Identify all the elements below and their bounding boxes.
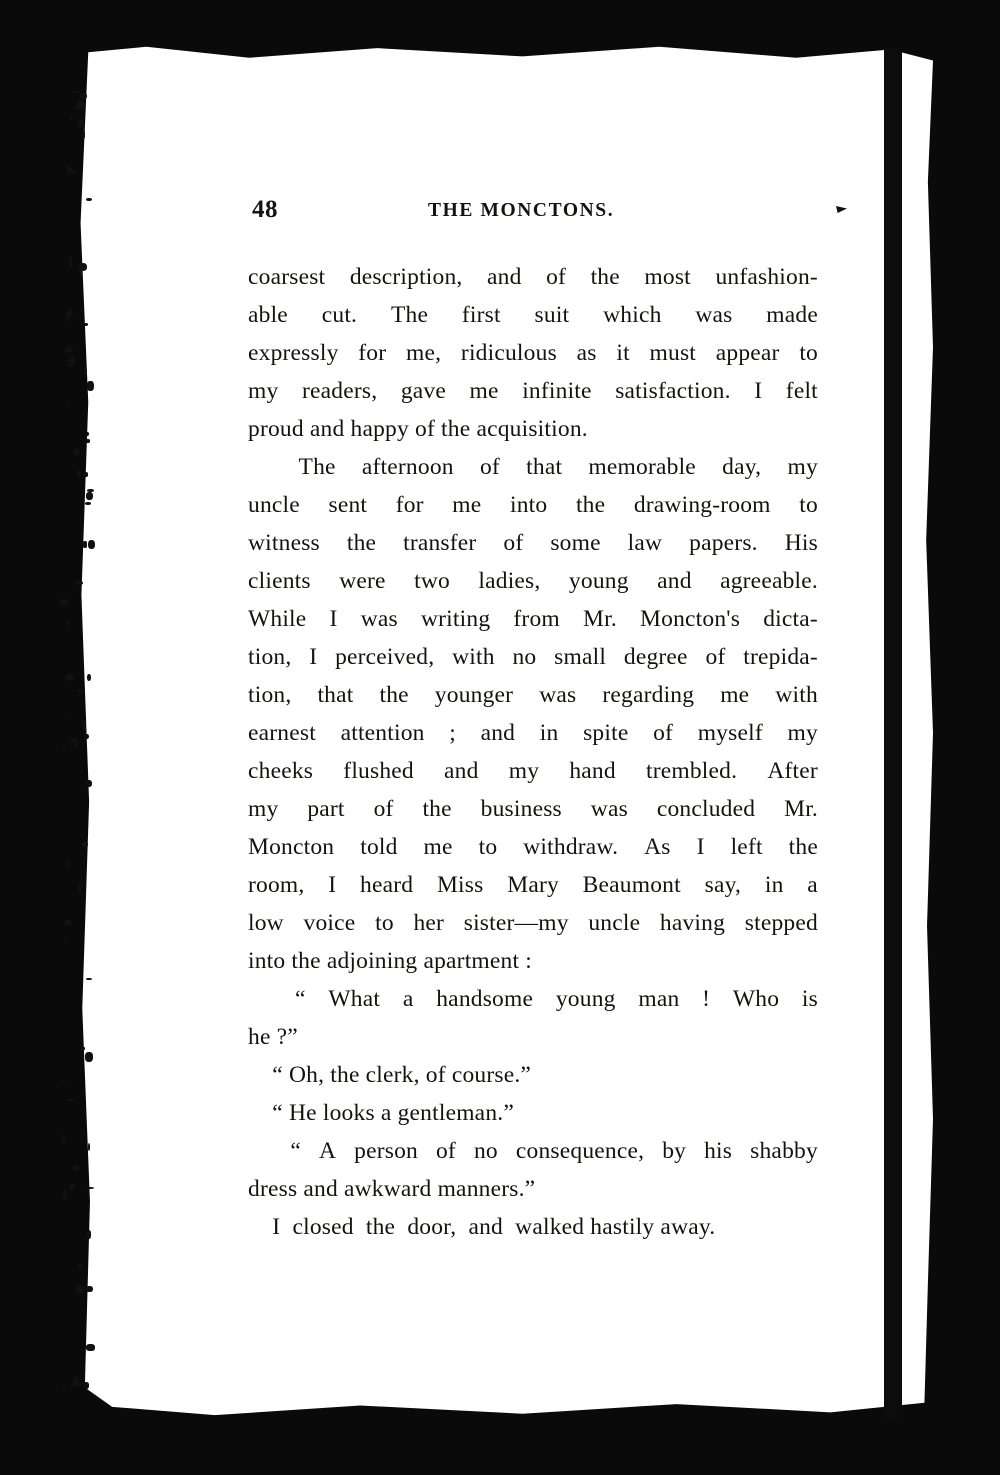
word: by bbox=[662, 1138, 687, 1164]
text-line bbox=[248, 904, 818, 942]
word: were bbox=[339, 568, 386, 594]
text-line bbox=[248, 296, 818, 334]
word: say, bbox=[704, 872, 742, 898]
word: no bbox=[512, 644, 537, 670]
word: flushed bbox=[343, 758, 414, 784]
word: young bbox=[568, 568, 629, 594]
word: expressly bbox=[248, 340, 339, 366]
word: of bbox=[546, 264, 567, 290]
word: Mr. bbox=[583, 606, 617, 632]
word: trembled. bbox=[645, 758, 738, 784]
word: of bbox=[653, 720, 674, 746]
word: man bbox=[638, 986, 680, 1012]
word: tion, bbox=[248, 644, 292, 670]
word: of bbox=[503, 530, 524, 556]
word: Miss bbox=[436, 872, 484, 898]
word: for bbox=[358, 340, 387, 366]
word: dicta- bbox=[763, 606, 818, 632]
word: and bbox=[487, 264, 522, 290]
word: “ bbox=[295, 986, 306, 1012]
word: me bbox=[423, 834, 453, 860]
word: spite bbox=[583, 720, 629, 746]
word: my bbox=[508, 758, 540, 784]
word: cheeks bbox=[248, 758, 314, 784]
text-line bbox=[248, 638, 818, 676]
text-line bbox=[248, 334, 818, 372]
word: young bbox=[555, 986, 616, 1012]
word: agreeable. bbox=[720, 568, 818, 594]
word: in bbox=[539, 720, 559, 746]
word: made bbox=[766, 302, 818, 328]
word: the bbox=[379, 682, 409, 708]
word: me bbox=[720, 682, 750, 708]
body-text bbox=[248, 258, 818, 1246]
text-line: proud and happy of the acquisition. bbox=[248, 416, 588, 442]
word: to bbox=[799, 340, 818, 366]
word: appear bbox=[715, 340, 780, 366]
running-head: THE MONCTONS. bbox=[428, 200, 615, 221]
word: writing bbox=[420, 606, 491, 632]
word: While bbox=[248, 606, 307, 632]
word: uncle bbox=[588, 910, 641, 936]
word: The bbox=[298, 454, 336, 480]
word: A bbox=[318, 1138, 337, 1164]
word: that bbox=[526, 454, 563, 480]
word: to bbox=[799, 492, 818, 518]
word: my bbox=[787, 720, 818, 746]
text-line bbox=[248, 1132, 818, 1170]
word: tion, bbox=[248, 682, 292, 708]
word: I bbox=[309, 644, 318, 670]
word: to bbox=[375, 910, 394, 936]
word: witness bbox=[248, 530, 320, 556]
word: business bbox=[480, 796, 562, 822]
word: as bbox=[576, 340, 597, 366]
word: small bbox=[554, 644, 607, 670]
word: with bbox=[452, 644, 495, 670]
word: person bbox=[354, 1138, 418, 1164]
word: no bbox=[473, 1138, 498, 1164]
paragraph bbox=[248, 1132, 818, 1208]
line-indent bbox=[248, 1132, 272, 1170]
word: description, bbox=[349, 264, 463, 290]
word: with bbox=[775, 682, 818, 708]
word: and bbox=[657, 568, 692, 594]
word: was bbox=[695, 302, 733, 328]
word: hand bbox=[569, 758, 616, 784]
word: that bbox=[317, 682, 354, 708]
line-indent bbox=[248, 980, 272, 1018]
word: What bbox=[328, 986, 381, 1012]
line-indent bbox=[248, 448, 272, 486]
text-line bbox=[248, 372, 818, 410]
text-line: dress and awkward manners.” bbox=[248, 1176, 536, 1202]
word: ridiculous bbox=[460, 340, 557, 366]
word: Moncton bbox=[248, 834, 335, 860]
word: memorable bbox=[588, 454, 696, 480]
word: perceived, bbox=[335, 644, 435, 670]
word: satisfaction. bbox=[615, 378, 731, 404]
text-line bbox=[248, 600, 818, 638]
text-line bbox=[248, 790, 818, 828]
text-line: he ?” bbox=[248, 1024, 298, 1050]
word: cut. bbox=[321, 302, 358, 328]
paragraph bbox=[248, 448, 818, 980]
word: of bbox=[373, 796, 394, 822]
word: the bbox=[575, 492, 606, 518]
word: into bbox=[510, 492, 548, 518]
word: consequence, bbox=[515, 1138, 645, 1164]
word: His bbox=[784, 530, 818, 556]
word: After bbox=[767, 758, 818, 784]
word: Who bbox=[732, 986, 780, 1012]
word: handsome bbox=[436, 986, 534, 1012]
word: Beaumont bbox=[582, 872, 681, 898]
word: and bbox=[480, 720, 516, 746]
word: readers, bbox=[301, 378, 378, 404]
word: the bbox=[788, 834, 818, 860]
word: drawing-room bbox=[633, 492, 771, 518]
text-line bbox=[248, 714, 818, 752]
word: papers. bbox=[689, 530, 758, 556]
word: in bbox=[764, 872, 784, 898]
text-line bbox=[248, 524, 818, 562]
word: felt bbox=[785, 378, 818, 404]
word: Mary bbox=[507, 872, 559, 898]
text-line bbox=[248, 258, 818, 296]
word: the bbox=[590, 264, 620, 290]
word: younger bbox=[434, 682, 514, 708]
word: my bbox=[248, 796, 279, 822]
paragraph bbox=[248, 980, 818, 1056]
word: was bbox=[360, 606, 398, 632]
word: transfer bbox=[403, 530, 477, 556]
word: me, bbox=[406, 340, 442, 366]
word: my bbox=[787, 454, 818, 480]
word: infinite bbox=[522, 378, 592, 404]
text-line bbox=[248, 562, 818, 600]
word: afternoon bbox=[361, 454, 454, 480]
word: law bbox=[627, 530, 663, 556]
text-line bbox=[248, 448, 818, 486]
word: two bbox=[414, 568, 450, 594]
text-line bbox=[248, 828, 818, 866]
word: ; bbox=[449, 720, 456, 746]
word: heard bbox=[360, 872, 414, 898]
word: sister—my bbox=[463, 910, 569, 936]
word: gave bbox=[400, 378, 446, 404]
word: ladies, bbox=[478, 568, 541, 594]
word: Mr. bbox=[784, 796, 818, 822]
word: left bbox=[730, 834, 763, 860]
word: was bbox=[539, 682, 577, 708]
word: me bbox=[452, 492, 482, 518]
word: told bbox=[360, 834, 398, 860]
text-line bbox=[248, 866, 818, 904]
word: coarsest bbox=[248, 264, 326, 290]
word: to bbox=[478, 834, 498, 860]
text-line bbox=[248, 980, 818, 1018]
text-line bbox=[248, 486, 818, 524]
word: voice bbox=[303, 910, 356, 936]
page-gutter-shadow bbox=[884, 48, 902, 1420]
word: was bbox=[590, 796, 628, 822]
word: I bbox=[328, 872, 337, 898]
word: Moncton's bbox=[640, 606, 741, 632]
text-line: “ Oh, the clerk, of course.” bbox=[248, 1062, 532, 1088]
word: the bbox=[422, 796, 452, 822]
paragraph bbox=[248, 258, 818, 448]
word: is bbox=[801, 986, 818, 1012]
word: suit bbox=[534, 302, 570, 328]
word: a bbox=[402, 986, 414, 1012]
word: The bbox=[390, 302, 429, 328]
word: ! bbox=[702, 986, 711, 1012]
word: I bbox=[329, 606, 338, 632]
word: of bbox=[479, 454, 500, 480]
word: clients bbox=[248, 568, 311, 594]
word: myself bbox=[697, 720, 763, 746]
word: regarding bbox=[602, 682, 695, 708]
word: my bbox=[248, 378, 279, 404]
word: the bbox=[346, 530, 377, 556]
text-line: into the adjoining apartment : bbox=[248, 948, 533, 974]
word: his bbox=[704, 1138, 733, 1164]
word: I bbox=[754, 378, 763, 404]
page-header bbox=[248, 196, 818, 240]
word: earnest bbox=[248, 720, 316, 746]
word: stepped bbox=[744, 910, 818, 936]
word: trepida- bbox=[743, 644, 818, 670]
paragraph bbox=[248, 1208, 818, 1246]
word: As bbox=[644, 834, 671, 860]
word: room, bbox=[248, 872, 305, 898]
word: which bbox=[603, 302, 662, 328]
word: a bbox=[807, 872, 818, 898]
word: first bbox=[461, 302, 501, 328]
text-line: I closed the door, and walked hastily away. bbox=[248, 1214, 716, 1240]
word: I bbox=[696, 834, 705, 860]
word: for bbox=[395, 492, 424, 518]
word: sent bbox=[328, 492, 368, 518]
word: unfashion- bbox=[715, 264, 818, 290]
word: her bbox=[413, 910, 445, 936]
page-text-block bbox=[248, 196, 818, 1246]
text-line bbox=[248, 752, 818, 790]
word: able bbox=[248, 302, 288, 328]
word: shabby bbox=[750, 1138, 818, 1164]
word: having bbox=[659, 910, 726, 936]
word: part bbox=[307, 796, 345, 822]
text-line: “ He looks a gentleman.” bbox=[248, 1100, 514, 1126]
word: me bbox=[469, 378, 499, 404]
word: uncle bbox=[248, 492, 300, 518]
paragraph bbox=[248, 1056, 818, 1094]
paragraph bbox=[248, 1094, 818, 1132]
word: it bbox=[616, 340, 630, 366]
word: from bbox=[513, 606, 560, 632]
word: most bbox=[644, 264, 691, 290]
word: of bbox=[435, 1138, 456, 1164]
word: day, bbox=[722, 454, 762, 480]
word: withdraw. bbox=[523, 834, 619, 860]
word: must bbox=[649, 340, 697, 366]
word: attention bbox=[340, 720, 425, 746]
word: degree bbox=[623, 644, 688, 670]
page-number: 48 bbox=[252, 196, 278, 223]
word: and bbox=[444, 758, 479, 784]
word: concluded bbox=[656, 796, 756, 822]
text-line bbox=[248, 676, 818, 714]
word: “ bbox=[290, 1138, 301, 1164]
word: some bbox=[550, 530, 601, 556]
word: of bbox=[705, 644, 726, 670]
word: low bbox=[248, 910, 284, 936]
